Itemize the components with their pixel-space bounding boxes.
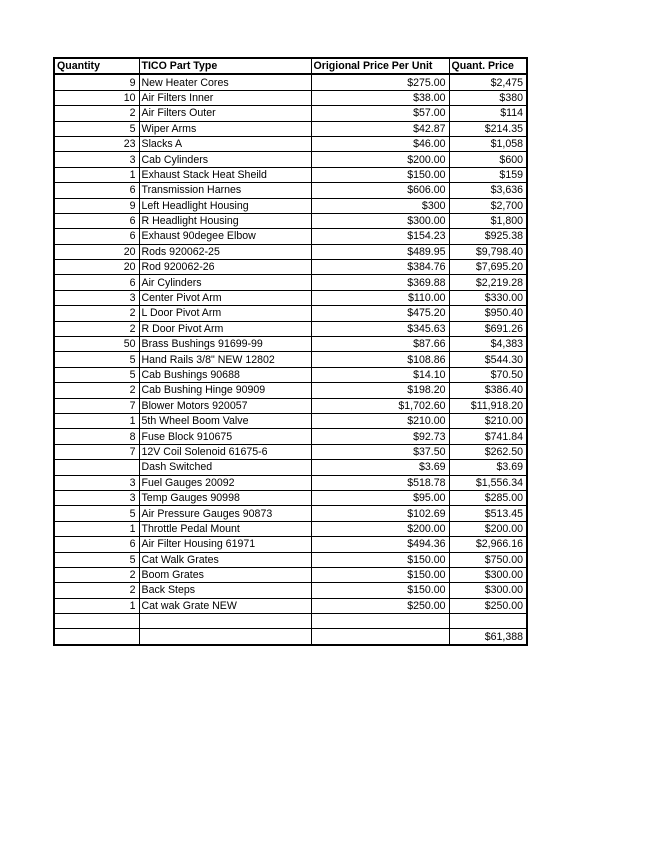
table-row	[54, 229, 527, 244]
quantity-price-cell: $1,800	[449, 213, 527, 228]
unit-price-cell: $14.10	[311, 367, 449, 382]
quantity-cell: 5	[54, 552, 139, 567]
part-type-cell: 5th Wheel Boom Valve	[139, 413, 311, 428]
table-row	[54, 567, 527, 582]
unit-price-cell: $494.36	[311, 537, 449, 552]
unit-price-cell: $150.00	[311, 552, 449, 567]
part-type-cell: R Headlight Housing	[139, 213, 311, 228]
table-body	[54, 74, 527, 629]
quantity-cell: 9	[54, 198, 139, 213]
quantity-cell: 9	[54, 74, 139, 90]
total-row-spacer	[139, 629, 311, 645]
unit-price-cell: $154.23	[311, 229, 449, 244]
part-type-cell: Fuse Block 910675	[139, 429, 311, 444]
unit-price-cell: $518.78	[311, 475, 449, 490]
unit-price-cell: $345.63	[311, 321, 449, 336]
table-row	[54, 367, 527, 382]
quantity-price-cell: $262.50	[449, 444, 527, 459]
part-type-cell: Wiper Arms	[139, 121, 311, 136]
table-row	[54, 183, 527, 198]
part-type-cell: Cat wak Grate NEW	[139, 598, 311, 613]
table-row	[54, 74, 527, 90]
quantity-cell: 2	[54, 306, 139, 321]
table-row	[54, 460, 527, 475]
unit-price-cell: $489.95	[311, 244, 449, 259]
quantity-cell: 6	[54, 213, 139, 228]
part-type-cell: Rods 920062-25	[139, 244, 311, 259]
quantity-cell: 2	[54, 567, 139, 582]
quantity-price-cell: $2,475	[449, 74, 527, 90]
column-header-quantity: Quantity	[54, 58, 139, 74]
part-type-cell: Back Steps	[139, 583, 311, 598]
quantity-cell: 10	[54, 90, 139, 105]
quantity-cell: 3	[54, 475, 139, 490]
unit-price-cell: $1,702.60	[311, 398, 449, 413]
unit-price-cell: $46.00	[311, 136, 449, 151]
quantity-cell: 7	[54, 398, 139, 413]
unit-price-cell: $95.00	[311, 490, 449, 505]
unit-price-cell: $300.00	[311, 213, 449, 228]
quantity-cell: 1	[54, 598, 139, 613]
quantity-cell: 8	[54, 429, 139, 444]
table-row	[54, 444, 527, 459]
unit-price-cell: $3.69	[311, 460, 449, 475]
part-type-cell: Throttle Pedal Mount	[139, 521, 311, 536]
quantity-price-cell: $200.00	[449, 521, 527, 536]
unit-price-cell: $606.00	[311, 183, 449, 198]
quantity-price-cell: $285.00	[449, 490, 527, 505]
column-header-quantity-price: Quant. Price	[449, 58, 527, 74]
quantity-price-cell: $544.30	[449, 352, 527, 367]
quantity-price-cell: $3,636	[449, 183, 527, 198]
unit-price-cell: $210.00	[311, 413, 449, 428]
quantity-cell: 2	[54, 106, 139, 121]
unit-price-cell: $57.00	[311, 106, 449, 121]
grand-total-cell: $61,388	[449, 629, 527, 645]
part-type-cell: 12V Coil Solenoid 61675-6	[139, 444, 311, 459]
table-row	[54, 490, 527, 505]
unit-price-cell: $38.00	[311, 90, 449, 105]
unit-price-cell: $92.73	[311, 429, 449, 444]
part-type-cell: Blower Motors 920057	[139, 398, 311, 413]
quantity-cell: 3	[54, 490, 139, 505]
quantity-cell: 6	[54, 229, 139, 244]
unit-price-cell: $200.00	[311, 152, 449, 167]
total-row-spacer	[54, 629, 139, 645]
quantity-price-cell: $691.26	[449, 321, 527, 336]
part-type-cell: Boom Grates	[139, 567, 311, 582]
quantity-cell: 50	[54, 337, 139, 352]
part-type-cell: Hand Rails 3/8" NEW 12802	[139, 352, 311, 367]
unit-price-cell: $42.87	[311, 121, 449, 136]
part-type-cell: Air Filters Outer	[139, 106, 311, 121]
part-type-cell: Temp Gauges 90998	[139, 490, 311, 505]
table-row	[54, 213, 527, 228]
quantity-price-cell: $750.00	[449, 552, 527, 567]
quantity-price-cell: $2,219.28	[449, 275, 527, 290]
table-row	[54, 90, 527, 105]
quantity-price-cell: $114	[449, 106, 527, 121]
table-row	[54, 352, 527, 367]
quantity-price-cell	[449, 614, 527, 629]
unit-price-cell: $369.88	[311, 275, 449, 290]
table-row	[54, 429, 527, 444]
quantity-cell: 2	[54, 383, 139, 398]
part-type-cell: Air Filters Inner	[139, 90, 311, 105]
quantity-price-cell: $4,383	[449, 337, 527, 352]
table-row	[54, 260, 527, 275]
part-type-cell: Fuel Gauges 20092	[139, 475, 311, 490]
quantity-price-cell: $159	[449, 167, 527, 182]
unit-price-cell: $37.50	[311, 444, 449, 459]
quantity-cell: 7	[54, 444, 139, 459]
quantity-price-cell: $3.69	[449, 460, 527, 475]
quantity-price-cell: $741.84	[449, 429, 527, 444]
quantity-cell: 5	[54, 367, 139, 382]
part-type-cell: Air Cylinders	[139, 275, 311, 290]
quantity-price-cell: $9,798.40	[449, 244, 527, 259]
table-row	[54, 506, 527, 521]
unit-price-cell	[311, 614, 449, 629]
table-row	[54, 167, 527, 182]
part-type-cell	[139, 614, 311, 629]
table-row	[54, 537, 527, 552]
table-footer	[54, 629, 527, 645]
unit-price-cell: $198.20	[311, 383, 449, 398]
unit-price-cell: $102.69	[311, 506, 449, 521]
total-row-spacer	[311, 629, 449, 645]
part-type-cell: Brass Bushings 91699-99	[139, 337, 311, 352]
quantity-price-cell: $250.00	[449, 598, 527, 613]
quantity-cell: 23	[54, 136, 139, 151]
quantity-price-cell: $210.00	[449, 413, 527, 428]
quantity-cell: 3	[54, 152, 139, 167]
quantity-price-cell: $2,700	[449, 198, 527, 213]
quantity-cell	[54, 460, 139, 475]
table-row	[54, 475, 527, 490]
unit-price-cell: $200.00	[311, 521, 449, 536]
quantity-price-cell: $513.45	[449, 506, 527, 521]
quantity-cell: 2	[54, 321, 139, 336]
table-header	[54, 58, 527, 74]
part-type-cell: Center Pivot Arm	[139, 290, 311, 305]
quantity-price-cell: $330.00	[449, 290, 527, 305]
part-type-cell: Air Pressure Gauges 90873	[139, 506, 311, 521]
quantity-price-cell: $300.00	[449, 567, 527, 582]
part-type-cell: L Door Pivot Arm	[139, 306, 311, 321]
quantity-price-cell: $380	[449, 90, 527, 105]
quantity-price-cell: $1,058	[449, 136, 527, 151]
unit-price-cell: $275.00	[311, 74, 449, 90]
quantity-price-cell: $7,695.20	[449, 260, 527, 275]
part-type-cell: Exhaust 90degee Elbow	[139, 229, 311, 244]
table-row	[54, 198, 527, 213]
table-row	[54, 614, 527, 629]
table-row	[54, 337, 527, 352]
table-row	[54, 598, 527, 613]
unit-price-cell: $300	[311, 198, 449, 213]
quantity-price-cell: $70.50	[449, 367, 527, 382]
table-row	[54, 552, 527, 567]
quantity-price-cell: $2,966.16	[449, 537, 527, 552]
parts-price-table	[53, 57, 528, 646]
table-row	[54, 136, 527, 151]
quantity-cell: 6	[54, 183, 139, 198]
quantity-price-cell: $300.00	[449, 583, 527, 598]
table-row	[54, 275, 527, 290]
part-type-cell: Exhaust Stack Heat Sheild	[139, 167, 311, 182]
quantity-price-cell: $1,556.34	[449, 475, 527, 490]
table-row	[54, 398, 527, 413]
table-row	[54, 244, 527, 259]
column-header-part-type: TICO Part Type	[139, 58, 311, 74]
table-row	[54, 290, 527, 305]
quantity-cell: 20	[54, 244, 139, 259]
table-row	[54, 106, 527, 121]
table-row	[54, 306, 527, 321]
quantity-cell: 20	[54, 260, 139, 275]
quantity-cell	[54, 614, 139, 629]
part-type-cell: R Door Pivot Arm	[139, 321, 311, 336]
quantity-price-cell: $950.40	[449, 306, 527, 321]
quantity-price-cell: $600	[449, 152, 527, 167]
header-row	[54, 58, 527, 74]
table-row	[54, 121, 527, 136]
table-row	[54, 321, 527, 336]
part-type-cell: Left Headlight Housing	[139, 198, 311, 213]
part-type-cell: Slacks A	[139, 136, 311, 151]
part-type-cell: Transmission Harnes	[139, 183, 311, 198]
quantity-cell: 5	[54, 121, 139, 136]
unit-price-cell: $250.00	[311, 598, 449, 613]
quantity-cell: 6	[54, 537, 139, 552]
quantity-cell: 2	[54, 583, 139, 598]
quantity-price-cell: $214.35	[449, 121, 527, 136]
unit-price-cell: $150.00	[311, 583, 449, 598]
unit-price-cell: $87.66	[311, 337, 449, 352]
part-type-cell: Air Filter Housing 61971	[139, 537, 311, 552]
table-row	[54, 521, 527, 536]
part-type-cell: Cab Cylinders	[139, 152, 311, 167]
part-type-cell: Cab Bushings 90688	[139, 367, 311, 382]
quantity-cell: 1	[54, 413, 139, 428]
part-type-cell: Cab Bushing Hinge 90909	[139, 383, 311, 398]
quantity-cell: 5	[54, 506, 139, 521]
part-type-cell: Rod 920062-26	[139, 260, 311, 275]
unit-price-cell: $475.20	[311, 306, 449, 321]
unit-price-cell: $108.86	[311, 352, 449, 367]
unit-price-cell: $110.00	[311, 290, 449, 305]
quantity-cell: 5	[54, 352, 139, 367]
quantity-price-cell: $925.38	[449, 229, 527, 244]
quantity-cell: 3	[54, 290, 139, 305]
total-row	[54, 629, 527, 645]
table-row	[54, 413, 527, 428]
quantity-cell: 1	[54, 167, 139, 182]
quantity-cell: 6	[54, 275, 139, 290]
unit-price-cell: $150.00	[311, 167, 449, 182]
unit-price-cell: $384.76	[311, 260, 449, 275]
table-row	[54, 583, 527, 598]
part-type-cell: New Heater Cores	[139, 74, 311, 90]
table-row	[54, 383, 527, 398]
part-type-cell: Cat Walk Grates	[139, 552, 311, 567]
part-type-cell: Dash Switched	[139, 460, 311, 475]
quantity-cell: 1	[54, 521, 139, 536]
unit-price-cell: $150.00	[311, 567, 449, 582]
table-row	[54, 152, 527, 167]
quantity-price-cell: $11,918.20	[449, 398, 527, 413]
quantity-price-cell: $386.40	[449, 383, 527, 398]
column-header-unit-price: Origional Price Per Unit	[311, 58, 449, 74]
